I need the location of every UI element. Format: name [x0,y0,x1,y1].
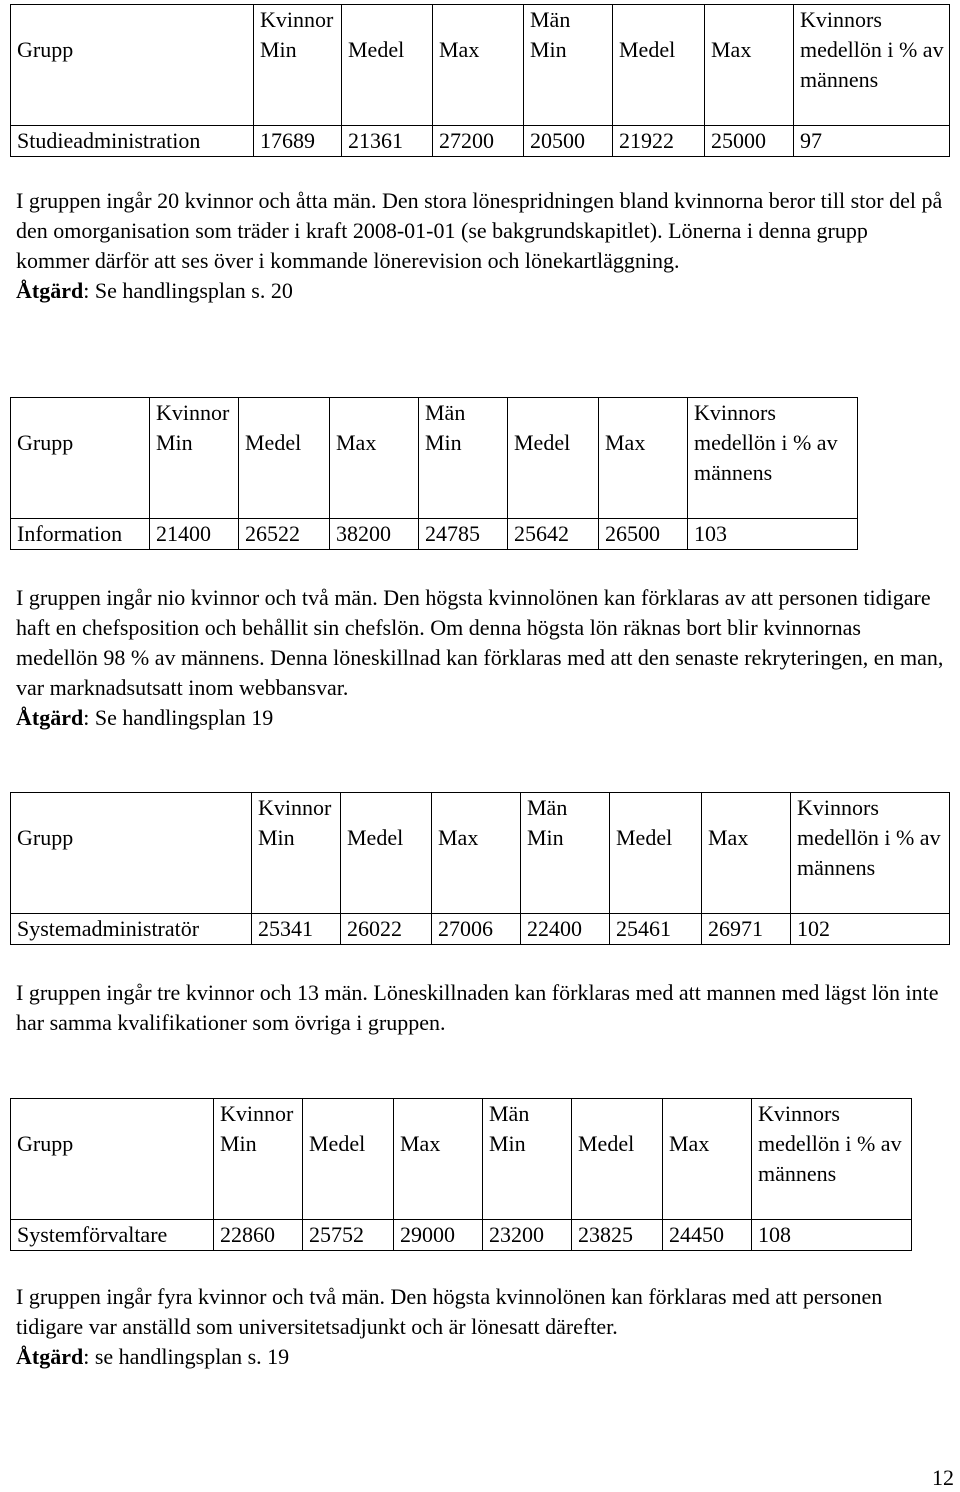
empty-cell [11,5,254,36]
table-row [11,518,858,549]
women-mean: 26022 [341,913,432,944]
max-header: Max [394,1129,483,1219]
max-header: Max [702,823,791,913]
empty-cell [702,793,791,824]
empty-cell [303,1099,394,1130]
medel-header: Medel [341,823,432,913]
action-line [16,703,946,733]
grupp-header: Grupp [11,428,150,518]
max-header: Max [330,428,419,518]
paragraph-studieadministration [16,186,946,306]
medel-header: Medel [342,35,433,125]
salary-table-systemadministrator [10,792,950,945]
ratio-header: Kvinnors medellön i % av männens [752,1099,912,1220]
ratio-value: 102 [791,913,950,944]
empty-cell [572,1099,663,1130]
ratio-value: 97 [794,125,950,156]
page-number: 12 [932,1465,954,1490]
men-min: 22400 [521,913,610,944]
men-min: 23200 [483,1219,572,1250]
men-max: 26500 [599,518,688,549]
women-mean: 25752 [303,1219,394,1250]
kvinnor-header: Kvinnor [254,5,342,36]
empty-cell [599,398,688,429]
max-header: Max [599,428,688,518]
ratio-value: 108 [752,1219,912,1250]
paragraph-systemforvaltare [16,1282,946,1372]
salary-table-information [10,397,858,550]
grupp-header: Grupp [11,823,252,913]
min-header: Min [214,1129,303,1219]
paragraph-information [16,583,946,733]
man-header: Män [419,398,508,429]
women-mean: 21361 [342,125,433,156]
women-max: 29000 [394,1219,483,1250]
women-max: 38200 [330,518,419,549]
medel-header: Medel [303,1129,394,1219]
min-header: Min [419,428,508,518]
table-header-row [11,5,950,36]
medel-header: Medel [508,428,599,518]
max-header: Max [433,35,524,125]
empty-cell [610,793,702,824]
men-mean: 25461 [610,913,702,944]
paragraph-text: I gruppen ingår nio kvinnor och två män. Den högsta kvinnolönen kan förklaras av att personen tidigare haft en chefsposition och behållit sin chefslön. Om denna högsta lön räknas bort blir kvinnornas medellön 98 % av männens. Denna löneskillnad kan förklaras med att den senaste rekryteringen, en man, var marknadsutsatt inom webbansvar. [16,585,944,700]
empty-cell [705,5,794,36]
women-mean: 26522 [239,518,330,549]
empty-cell [239,398,330,429]
action-text: : se handlingsplan s. 19 [83,1344,290,1369]
paragraph-text: I gruppen ingår 20 kvinnor och åtta män. Den stora lönespridningen bland kvinnorna beror till stor del på den omorganisation som träder i kraft 2008-01-01 (se bakgrundskapitlet). Lönerna i denna grupp kommer därför att ses över i kommande lönerevision och lönekartläggning. [16,188,943,273]
women-min: 17689 [254,125,342,156]
medel-header: Medel [572,1129,663,1219]
max-header: Max [432,823,521,913]
women-min: 25341 [252,913,341,944]
max-header: Max [705,35,794,125]
kvinnor-header: Kvinnor [150,398,239,429]
table-row [11,913,950,944]
man-header: Män [521,793,610,824]
women-min: 21400 [150,518,239,549]
table-row [11,1219,912,1250]
action-label: Åtgärd [16,278,84,303]
empty-cell [341,793,432,824]
empty-cell [433,5,524,36]
action-label: Åtgärd [16,705,84,730]
paragraph-text: I gruppen ingår fyra kvinnor och två män. Den högsta kvinnolönen kan förklaras med att personen tidigare var anställd som universitetsadjunkt och är lönesatt därefter. [16,1284,883,1339]
men-mean: 23825 [572,1219,663,1250]
empty-cell [330,398,419,429]
kvinnor-header: Kvinnor [214,1099,303,1130]
ratio-header: Kvinnors medellön i % av männens [791,793,950,914]
men-min: 20500 [524,125,613,156]
men-max: 24450 [663,1219,752,1250]
men-mean: 21922 [613,125,705,156]
min-header: Min [150,428,239,518]
table-header-row [11,398,858,429]
action-text: : Se handlingsplan 19 [83,705,274,730]
action-text: : Se handlingsplan s. 20 [83,278,293,303]
man-header: Män [524,5,613,36]
min-header: Min [252,823,341,913]
empty-cell [11,1099,214,1130]
kvinnor-header: Kvinnor [252,793,341,824]
women-max: 27200 [433,125,524,156]
empty-cell [432,793,521,824]
men-mean: 25642 [508,518,599,549]
medel-header: Medel [610,823,702,913]
min-header: Min [254,35,342,125]
table-header-row [11,1099,912,1130]
men-min: 24785 [419,518,508,549]
group-name: Studieadministration [11,125,254,156]
action-line [16,276,946,306]
max-header: Max [663,1129,752,1219]
empty-cell [663,1099,752,1130]
ratio-value: 103 [688,518,858,549]
group-name: Information [11,518,150,549]
women-min: 22860 [214,1219,303,1250]
empty-cell [11,398,150,429]
empty-cell [394,1099,483,1130]
empty-cell [342,5,433,36]
empty-cell [11,793,252,824]
empty-cell [508,398,599,429]
grupp-header: Grupp [11,35,254,125]
table-row [11,125,950,156]
min-header: Min [483,1129,572,1219]
medel-header: Medel [613,35,705,125]
medel-header: Medel [239,428,330,518]
salary-table-studieadministration [10,4,950,157]
salary-table-systemforvaltare [10,1098,912,1251]
man-header: Män [483,1099,572,1130]
men-max: 25000 [705,125,794,156]
women-max: 27006 [432,913,521,944]
group-name: Systemförvaltare [11,1219,214,1250]
ratio-header: Kvinnors medellön i % av männens [688,398,858,519]
min-header: Min [524,35,613,125]
men-max: 26971 [702,913,791,944]
empty-cell [613,5,705,36]
ratio-header: Kvinnors medellön i % av männens [794,5,950,126]
action-line [16,1342,946,1372]
paragraph-systemadministrator [16,978,946,1038]
grupp-header: Grupp [11,1129,214,1219]
table-header-row [11,793,950,824]
min-header: Min [521,823,610,913]
group-name: Systemadministratör [11,913,252,944]
action-label: Åtgärd [16,1344,84,1369]
paragraph-text: I gruppen ingår tre kvinnor och 13 män. Löneskillnaden kan förklaras med att mannen med lägst lön inte har samma kvalifikationer som övriga i gruppen. [16,980,939,1035]
